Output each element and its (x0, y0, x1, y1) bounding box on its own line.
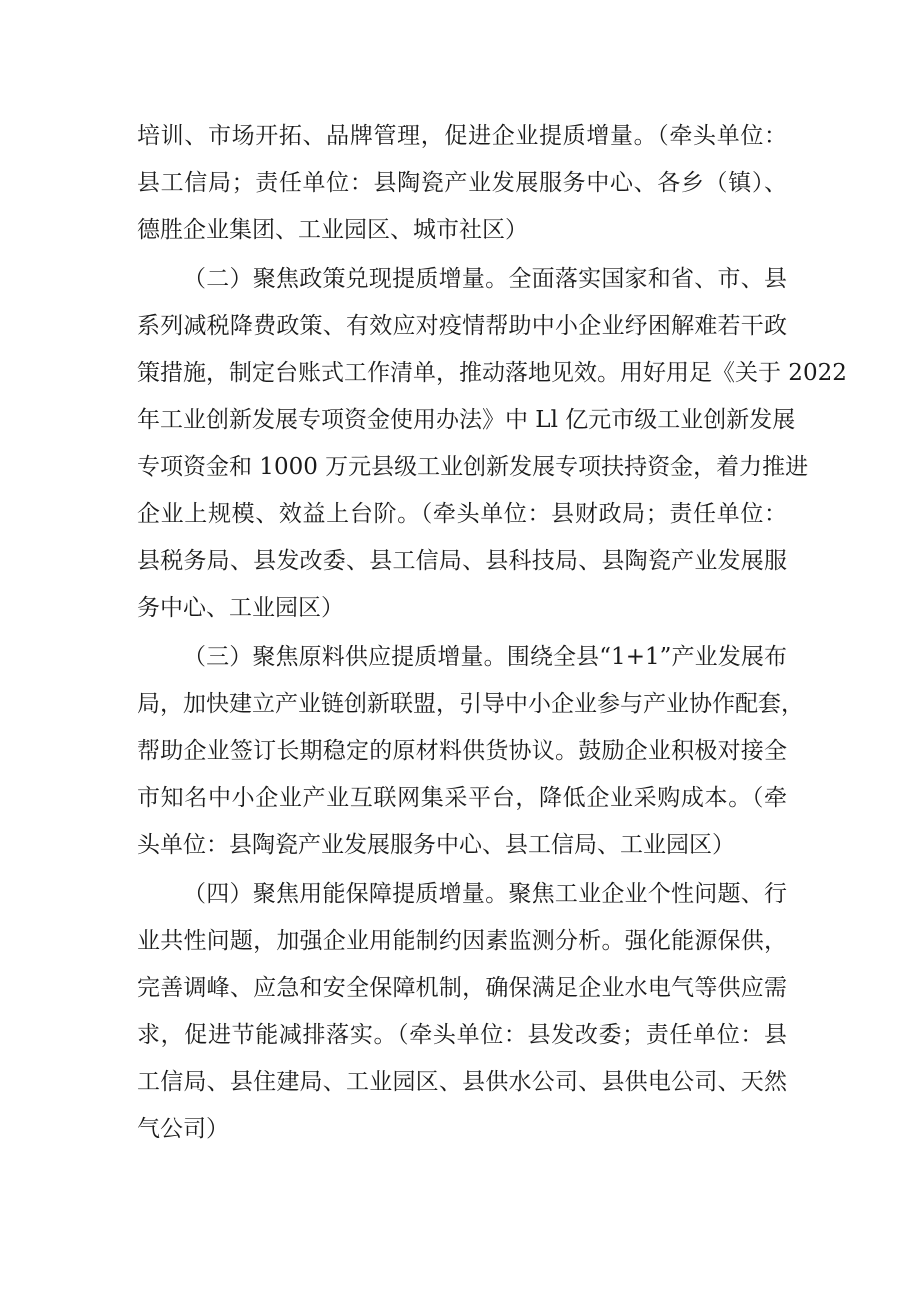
paragraph-line: 德胜企业集团、工业园区、城市社区） (137, 217, 528, 243)
section-2-heading-line: （二）聚焦政策兑现提质增量。全面落实国家和省、市、县 (183, 266, 787, 292)
paragraph-line: 头单位：县陶瓷产业发展服务中心、县工信局、工业园区） (137, 832, 735, 858)
section-3-heading-line: （三）聚焦原料供应提质增量。围绕全县“1+1”产业发展布 (183, 644, 787, 670)
paragraph-line: 培训、市场开拓、品牌管理，促进企业提质增量。（牵头单位： (137, 123, 787, 149)
paragraph-line: 策措施，制定台账式工作清单，推动落地见效。用好用足《关于 2022 (137, 360, 847, 386)
paragraph-line: 县工信局；责任单位：县陶瓷产业发展服务中心、各乡（镇）、 (137, 170, 787, 196)
paragraph-line: 市知名中小企业产业互联网集采平台，降低企业采购成本。（牵 (137, 785, 787, 811)
paragraph-line: 业共性问题，加强企业用能制约因素监测分析。强化能源保供， (137, 928, 787, 954)
paragraph-line: 系列减税降费政策、有效应对疫情帮助中小企业纾困解难若干政 (137, 313, 787, 339)
paragraph-line: 专项资金和 1000 万元县级工业创新发展专项扶持资金，着力推进 (137, 454, 809, 480)
paragraph-line: 帮助企业签订长期稳定的原材料供货协议。鼓励企业积极对接全 (137, 738, 787, 764)
paragraph-line: 求，促进节能减排落实。（牵头单位：县发改委；责任单位：县 (137, 1022, 787, 1048)
paragraph-line: 工信局、县住建局、工业园区、县供水公司、县供电公司、天然 (137, 1069, 787, 1095)
paragraph-line: 年工业创新发展专项资金使用办法》中 Ll 亿元市级工业创新发展 (137, 407, 796, 433)
section-4-heading-line: （四）聚焦用能保障提质增量。聚焦工业企业个性问题、行 (183, 881, 787, 907)
paragraph-line: 县税务局、县发改委、县工信局、县科技局、县陶瓷产业发展服 (137, 548, 787, 574)
paragraph-line: 务中心、工业园区） (137, 595, 344, 621)
paragraph-line: 局，加快建立产业链创新联盟，引导中小企业参与产业协作配套， (137, 691, 804, 717)
paragraph-line: 气公司） (137, 1116, 229, 1142)
paragraph-line: 完善调峰、应急和安全保障机制，确保满足企业水电气等供应需 (137, 975, 787, 1001)
paragraph-line: 企业上规模、效益上台阶。（牵头单位：县财政局；责任单位： (137, 501, 787, 527)
